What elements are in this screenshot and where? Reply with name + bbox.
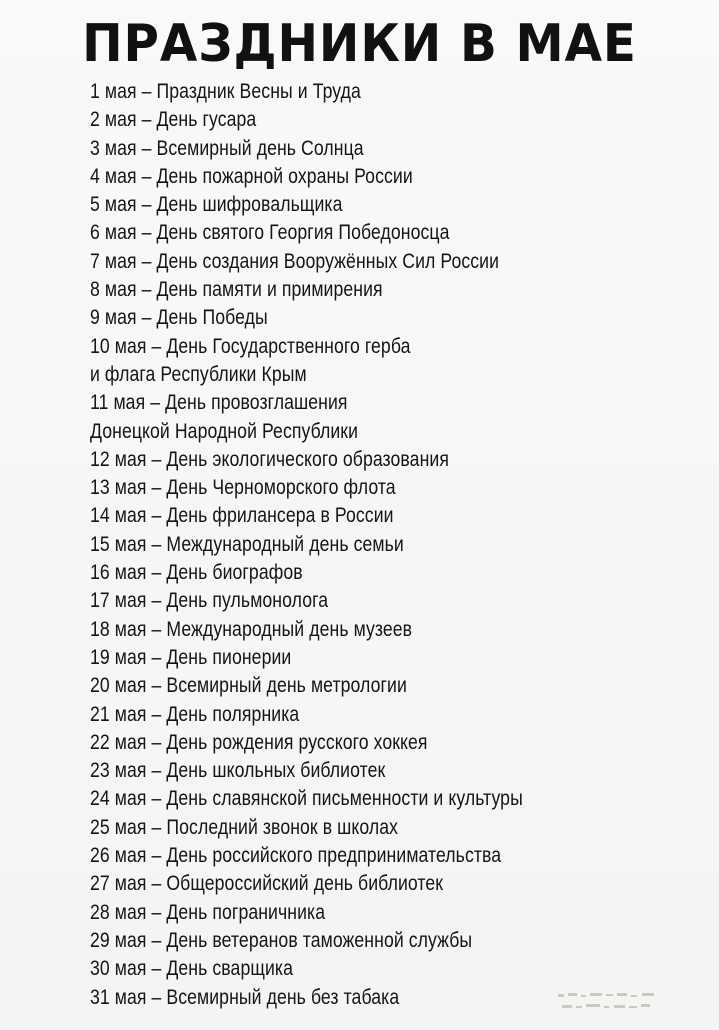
watermark-icon bbox=[554, 988, 664, 1018]
list-item: 11 мая – День провозглашения bbox=[90, 391, 348, 415]
list-item: 17 мая – День пульмонолога bbox=[90, 589, 329, 613]
list-item: 12 мая – День экологического образования bbox=[90, 447, 449, 471]
list-item: Донецкой Народной Республики bbox=[90, 419, 359, 443]
list-item: 6 мая – День святого Георгия Победоносца bbox=[90, 221, 450, 245]
list-item: 3 мая – Всемирный день Солнца bbox=[90, 136, 364, 160]
holiday-list bbox=[90, 78, 700, 1012]
list-item: 21 мая – День полярника bbox=[90, 702, 300, 726]
list-item: 23 мая – День школьных библиотек bbox=[90, 759, 386, 783]
list-item: 31 мая – Всемирный день без табака bbox=[90, 985, 400, 1009]
page-title: ПРАЗДНИКИ В МАЕ bbox=[82, 14, 637, 74]
list-item: 22 мая – День рождения русского хоккея bbox=[90, 730, 428, 754]
list-item: 20 мая – Всемирный день метрологии bbox=[90, 674, 407, 698]
list-item: 14 мая – День фрилансера в России bbox=[90, 504, 394, 528]
list-item: 25 мая – Последний звонок в школах bbox=[90, 815, 399, 839]
list-item: 10 мая – День Государственного герба bbox=[90, 334, 411, 358]
list-item: 30 мая – День сварщика bbox=[90, 957, 293, 981]
list-item: 26 мая – День российского предпринимательства bbox=[90, 844, 502, 868]
list-item: и флага Республики Крым bbox=[90, 362, 307, 386]
list-item: 29 мая – День ветеранов таможенной службы bbox=[90, 928, 473, 952]
list-item: 18 мая – Международный день музеев bbox=[90, 617, 413, 641]
list-item: 9 мая – День Победы bbox=[90, 306, 268, 330]
list-item: 7 мая – День создания Вооружённых Сил России bbox=[90, 249, 500, 273]
list-item: 16 мая – День биографов bbox=[90, 561, 303, 585]
list-item: 28 мая – День пограничника bbox=[90, 900, 326, 924]
list-item: 1 мая – Праздник Весны и Труда bbox=[90, 80, 361, 103]
list-item: 8 мая – День памяти и примирения bbox=[90, 278, 383, 302]
list-item: 5 мая – День шифровальщика bbox=[90, 193, 343, 217]
list-item: 15 мая – Международный день семьи bbox=[90, 532, 404, 556]
list-item: 27 мая – Общероссийский день библиотек bbox=[90, 872, 444, 896]
list-item: 4 мая – День пожарной охраны России bbox=[90, 164, 413, 188]
list-item: 19 мая – День пионерии bbox=[90, 645, 292, 669]
list-item: 24 мая – День славянской письменности и культуры bbox=[90, 787, 523, 811]
list-item: 13 мая – День Черноморского флота bbox=[90, 476, 396, 500]
list-item: 2 мая – День гусара bbox=[90, 108, 257, 132]
